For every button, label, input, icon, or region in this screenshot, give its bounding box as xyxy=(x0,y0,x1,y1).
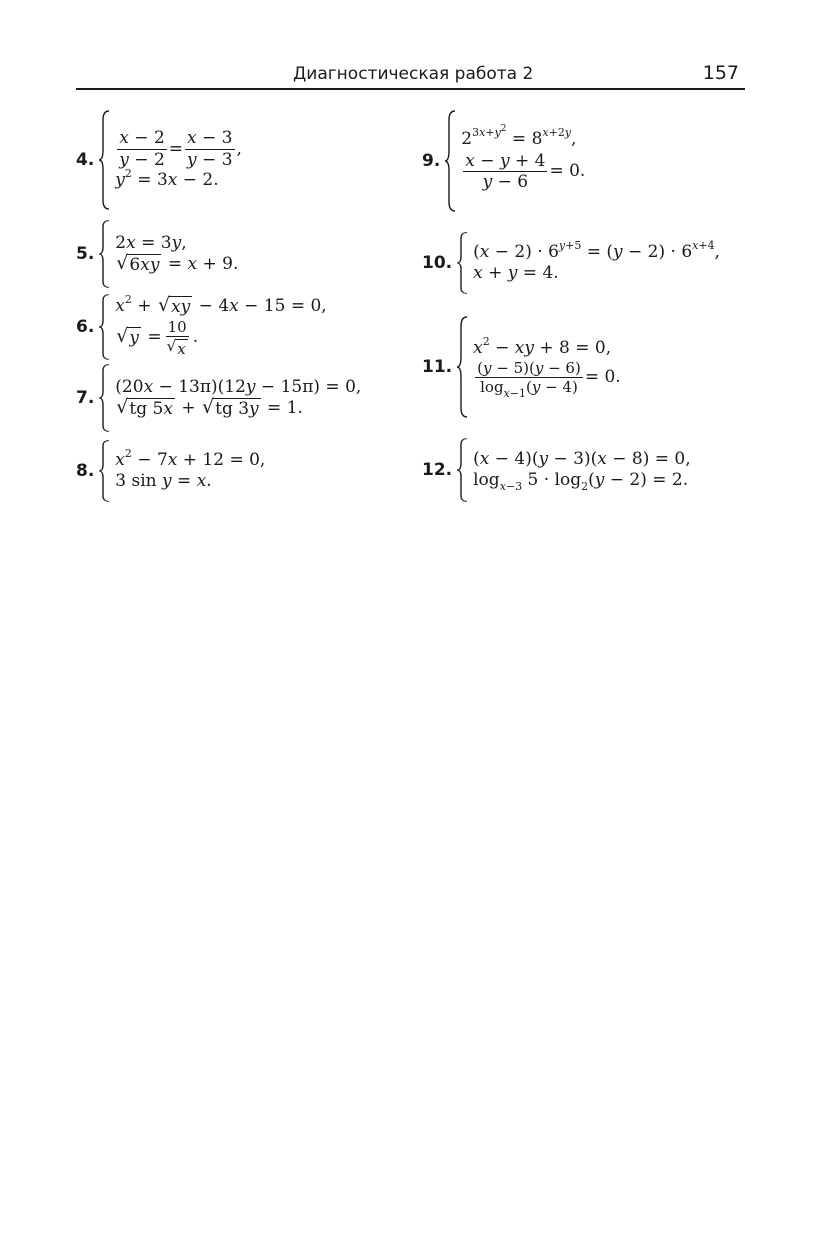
problem-number: 8. xyxy=(76,461,95,481)
equation: $(x - 2) \cdot 6^{y+5} = (y - 2) \cdot 6^{x+4}$, xyxy=(473,238,720,262)
system-equations xyxy=(473,449,691,492)
equation: $y^2 = 3x - 2$. xyxy=(115,167,219,191)
system-equations xyxy=(473,238,720,285)
equation: (x − 4)(y − 3)(x − 8) = 0, xyxy=(473,448,691,469)
problem-12 xyxy=(422,438,691,502)
problem-10 xyxy=(422,232,720,294)
page-number: 157 xyxy=(702,62,739,84)
system-brace xyxy=(456,438,468,502)
header-title: Диагностическая работа 2 xyxy=(293,64,534,84)
problem-number: 4. xyxy=(76,150,95,170)
system-equations xyxy=(461,124,586,193)
system-equations xyxy=(115,377,361,420)
header-rule xyxy=(76,88,745,90)
system-brace xyxy=(98,294,110,360)
equation: $x^2 - 7x + 12 = 0$, xyxy=(115,446,266,470)
equation: √ 6xy = x + 9. xyxy=(116,251,239,275)
equation: $2^{3x+y^2} = 8^{x+2y}$, xyxy=(461,124,577,150)
equation: x + y = 4. xyxy=(473,263,559,283)
problem-number: 11. xyxy=(422,357,453,377)
equation: $x^2$ − xy + 8 = 0, xyxy=(473,334,612,358)
problem-number: 10. xyxy=(422,253,453,273)
problem-6 xyxy=(76,294,327,360)
equation: $\frac{(y - 5)(y - 6)}{\log_{x-1}(y - 4)}$ = 0. xyxy=(477,359,621,401)
problem-9 xyxy=(422,110,585,212)
equation: $\frac{x - 2}{y - 2}$ = $\frac{x - 3}{y - 3}$ , xyxy=(119,128,242,170)
problem-8 xyxy=(76,440,265,502)
system-equations xyxy=(115,128,242,191)
system-brace xyxy=(98,440,110,502)
problem-number: 9. xyxy=(422,151,441,171)
equation: √ tg 5x + √ tg 3y = 1. xyxy=(116,395,303,419)
equation: 2x = 3y, xyxy=(115,232,187,253)
equation: $\log_{x-3} 5 \cdot \log_2(y - 2) = 2$. xyxy=(473,470,689,493)
problem-number: 5. xyxy=(76,244,95,264)
system-equations xyxy=(115,446,266,493)
problem-number: 6. xyxy=(76,317,95,337)
equation: $x^2$ + √ xy − 4x − 15 = 0, xyxy=(115,293,327,318)
system-brace xyxy=(456,232,468,294)
system-equations xyxy=(115,233,238,276)
system-brace xyxy=(456,316,468,418)
system-equations xyxy=(473,334,621,401)
system-brace xyxy=(98,220,110,288)
problem-number: 7. xyxy=(76,388,95,408)
system-brace xyxy=(98,110,110,210)
problem-11 xyxy=(422,316,621,418)
system-brace xyxy=(444,110,456,212)
equation: √ y = 10 √ x . xyxy=(116,317,199,358)
problem-7 xyxy=(76,364,361,432)
equation: $\frac{x - y + 4}{y - 6}$ = 0. xyxy=(465,150,586,193)
problem-5 xyxy=(76,220,238,288)
system-brace xyxy=(98,364,110,432)
equation: (20x − 13π)(12y − 15π) = 0, xyxy=(115,376,362,397)
equation: 3 sin y = x. xyxy=(115,471,212,491)
system-equations xyxy=(115,293,327,358)
problem-4 xyxy=(76,110,242,210)
problem-number: 12. xyxy=(422,460,453,480)
